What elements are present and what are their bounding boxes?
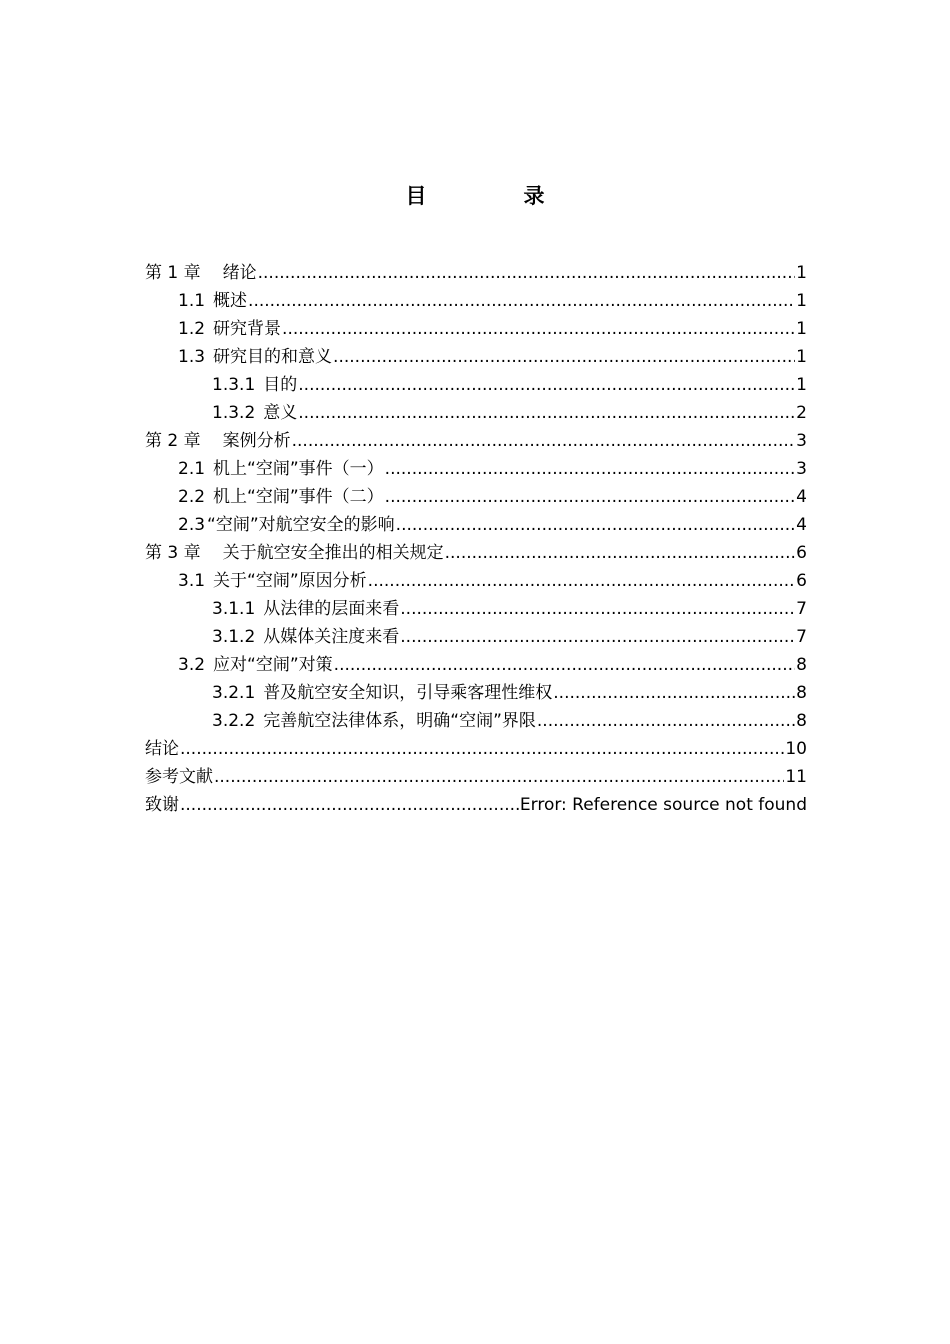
toc-entry-page: 4 — [796, 515, 807, 535]
toc-entry[interactable] — [145, 707, 807, 735]
toc-entry-text: 致谢 — [145, 795, 179, 815]
toc-entry[interactable] — [145, 763, 807, 791]
toc-entry-page: 1 — [796, 263, 807, 283]
toc-entry-page: 3 — [796, 459, 807, 479]
toc-entry-text: 关于“空闹”原因分析 — [213, 571, 367, 591]
toc-leader-dots — [282, 315, 795, 343]
toc-leader-dots — [248, 287, 795, 315]
toc-entry-text: 完善航空法律体系，明确“空闹”界限 — [263, 711, 536, 731]
toc-leader-dots — [396, 511, 796, 539]
toc-entry-page: 7 — [796, 627, 807, 647]
toc-leader-dots — [258, 259, 796, 287]
toc-entry-page: 8 — [796, 655, 807, 675]
toc-entry-number: 1.3.2 — [212, 403, 256, 423]
toc-entry-number: 3.1.1 — [212, 599, 256, 619]
toc-entry[interactable] — [145, 427, 807, 455]
toc-entry-number: 第 3 章 — [145, 543, 201, 563]
toc-entry-text: 普及航空安全知识，引导乘客理性维权 — [263, 683, 553, 703]
toc-entry[interactable] — [145, 483, 807, 511]
toc-leader-dots — [292, 427, 796, 455]
toc-entry[interactable] — [145, 399, 807, 427]
toc-entry-text: “空闹”对航空安全的影响 — [207, 515, 395, 535]
toc-entry-number: 1.2 — [178, 319, 206, 339]
toc-entry-page: 1 — [796, 347, 807, 367]
table-of-contents — [145, 259, 807, 819]
toc-entry-number: 3.1 — [178, 571, 206, 591]
toc-entry-page: 4 — [796, 487, 807, 507]
toc-entry-page: 6 — [796, 543, 807, 563]
toc-leader-dots — [537, 707, 795, 735]
toc-entry[interactable] — [145, 539, 807, 567]
toc-entry-text: 机上“空闹”事件（一） — [213, 459, 384, 479]
toc-leader-dots — [214, 763, 784, 791]
toc-entry[interactable] — [145, 343, 807, 371]
toc-leader-dots — [553, 679, 795, 707]
toc-entry-page: 3 — [796, 431, 807, 451]
toc-leader-dots — [298, 371, 795, 399]
toc-leader-dots — [298, 399, 795, 427]
toc-entry[interactable] — [145, 259, 807, 287]
toc-entry-text: 结论 — [145, 739, 179, 759]
toc-entry-page: 1 — [796, 291, 807, 311]
toc-entry[interactable] — [145, 455, 807, 483]
toc-entry[interactable] — [145, 735, 807, 763]
toc-entry[interactable] — [145, 511, 807, 539]
toc-leader-dots — [180, 735, 784, 763]
toc-entry-text: 关于航空安全推出的相关规定 — [222, 543, 444, 563]
toc-entry[interactable] — [145, 595, 807, 623]
toc-entry-number: 1.3.1 — [212, 375, 256, 395]
toc-leader-dots — [180, 791, 519, 819]
toc-entry-page: 11 — [785, 767, 807, 787]
toc-leader-dots — [385, 455, 796, 483]
toc-entry-number: 1.3 — [178, 347, 206, 367]
toc-entry-text: 机上“空闹”事件（二） — [213, 487, 384, 507]
toc-entry-number: 3.1.2 — [212, 627, 256, 647]
toc-leader-dots — [333, 343, 795, 371]
toc-entry-page: 6 — [796, 571, 807, 591]
toc-leader-dots — [445, 539, 796, 567]
toc-entry-number: 第 1 章 — [145, 263, 201, 283]
toc-entry[interactable] — [145, 315, 807, 343]
toc-entry-page: 8 — [796, 711, 807, 731]
toc-entry-page: 10 — [785, 739, 807, 759]
toc-entry-text: 案例分析 — [222, 431, 291, 451]
toc-entry[interactable] — [145, 651, 807, 679]
toc-entry-number: 2.3 — [178, 515, 206, 535]
toc-leader-dots — [400, 595, 795, 623]
toc-entry[interactable] — [145, 371, 807, 399]
toc-entry-text: 目的 — [263, 375, 298, 395]
toc-entry-text: 从媒体关注度来看 — [263, 627, 400, 647]
toc-entry-text: 从法律的层面来看 — [263, 599, 400, 619]
toc-entry-page: 8 — [796, 683, 807, 703]
toc-entry-page: 1 — [796, 375, 807, 395]
toc-entry-number: 3.2.1 — [212, 683, 256, 703]
toc-leader-dots — [368, 567, 796, 595]
toc-entry[interactable] — [145, 679, 807, 707]
toc-entry-number: 第 2 章 — [145, 431, 201, 451]
toc-leader-dots — [400, 623, 795, 651]
toc-title: 目 录 — [405, 184, 583, 208]
toc-entry-text: 应对“空闹”对策 — [213, 655, 333, 675]
toc-entry[interactable] — [145, 567, 807, 595]
toc-leader-dots — [385, 483, 796, 511]
toc-entry-number: 1.1 — [178, 291, 206, 311]
toc-entry-text: 研究背景 — [213, 319, 282, 339]
toc-entry-page: 7 — [796, 599, 807, 619]
toc-entry[interactable] — [145, 791, 807, 819]
toc-entry-number: 2.2 — [178, 487, 206, 507]
toc-entry-page: 1 — [796, 319, 807, 339]
toc-entry-text: 绪论 — [222, 263, 257, 283]
toc-entry-number: 3.2.2 — [212, 711, 256, 731]
toc-entry[interactable] — [145, 287, 807, 315]
toc-entry-number: 3.2 — [178, 655, 206, 675]
toc-entry-page: Error: Reference source not found — [519, 795, 807, 815]
toc-entry-number: 2.1 — [178, 459, 206, 479]
toc-entry-text: 意义 — [263, 403, 298, 423]
toc-entry-text: 参考文献 — [145, 767, 213, 787]
toc-entry[interactable] — [145, 623, 807, 651]
toc-entry-page: 2 — [796, 403, 807, 423]
toc-entry-text: 概述 — [213, 291, 248, 311]
toc-leader-dots — [334, 651, 796, 679]
toc-entry-text: 研究目的和意义 — [213, 347, 333, 367]
